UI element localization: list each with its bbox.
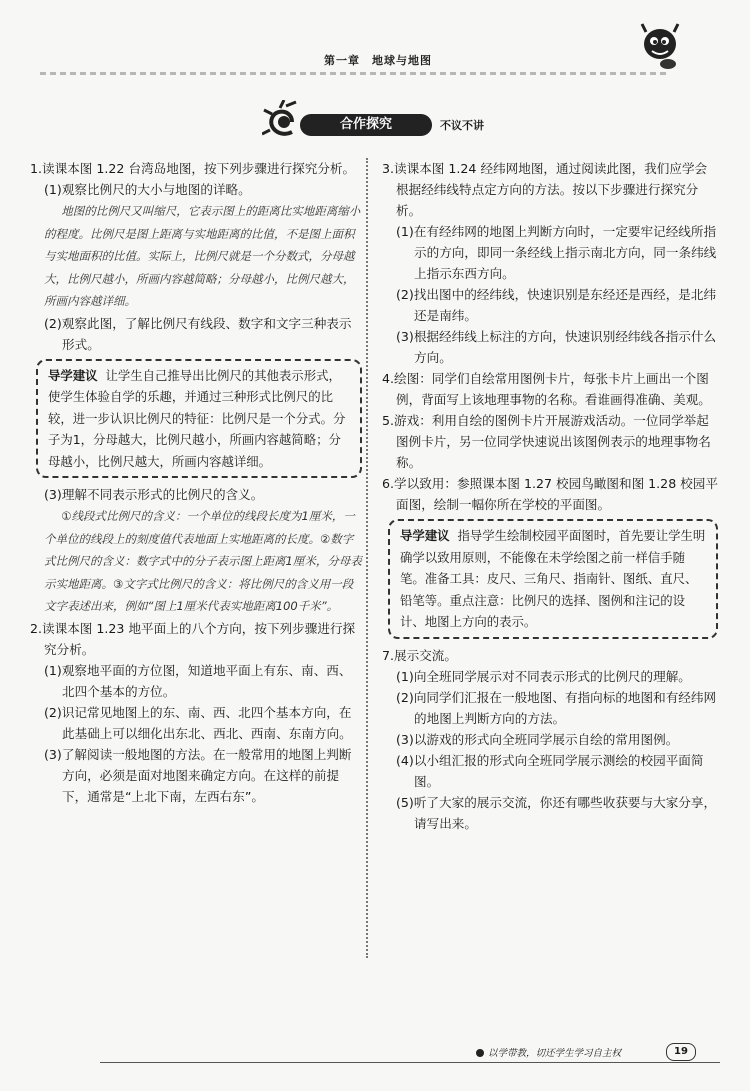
footer-slogan: 以学带教，切还学生学习自主权: [488, 1048, 622, 1059]
header-rule: [40, 72, 670, 75]
study-tip-2-label: 导学建议: [400, 528, 450, 543]
banner-tag: 不议不讲: [440, 119, 484, 132]
bullet-icon: [476, 1049, 484, 1057]
question-7-step-1: (1)向全班同学展示对不同表示形式的比例尺的理解。: [396, 668, 691, 684]
question-4: 4.绘图：同学们自绘常用图例卡片，每张卡片上画出一个图例，背面写上该地理事物的名称。看谁画得准确、美观。: [382, 371, 711, 407]
question-2-step-1: (1)观察地平面的方位图，知道地平面上有东、南、西、北四个基本的方位。: [44, 662, 352, 699]
left-column: [30, 158, 362, 807]
question-1-step-2: (2)观察此图，了解比例尺有线段、数字和文字三种表示形式。: [44, 315, 352, 352]
study-tip-1: [36, 359, 362, 479]
question-1-step-1: (1)观察比例尺的大小与地图的详略。: [44, 182, 251, 197]
page-footer: [476, 1043, 716, 1061]
question-1: 1.读课本图 1.22 台湾岛地图，按下列步骤进行探究分析。: [30, 161, 356, 176]
mascot-icon: [634, 20, 686, 72]
chapter-title: 第一章 地球与地图: [324, 54, 432, 67]
question-2-step-3: (3)了解阅读一般地图的方法。在一般常用的地图上判断方向，必须是面对地图来确定方向。在这样的前提下，通常是“上北下南，左西右东”。: [44, 746, 352, 804]
footer-rule: [100, 1062, 720, 1063]
study-tip-1-label: 导学建议: [48, 367, 98, 383]
question-7-step-4: (4)以小组汇报的形式向全班同学展示测绘的校园平面简图。: [396, 752, 704, 789]
question-3-step-2: (2)找出图中的经纬线，快速识别是东经还是西经，是北纬还是南纬。: [396, 287, 717, 323]
question-7-step-3: (3)以游戏的形式向全班同学展示自绘的常用图例。: [396, 731, 679, 747]
question-1-step-3: (3)理解不同表示形式的比例尺的含义。: [44, 487, 264, 502]
question-2-step-2: (2)识记常见地图上的东、南、西、北四个基本方向，在此基础上可以细化出东北、西北、西南、东南方向。: [44, 704, 352, 741]
section-banner: [262, 100, 502, 144]
right-column: [382, 158, 718, 834]
handwritten-note-1: 地图的比例尺又叫缩尺，它表示图上的距离比实地距离缩小的程度。比例尺是图上距离与实地距离的比值，不是图上面积与实地面积的比值。实际上，比例尺就是一个分数式，分母越大，比例尺越小，所画内容越简略；分母越小，比例尺越大，所画内容越详细。: [44, 204, 361, 308]
question-2: 2.读课本图 1.23 地平面上的八个方向，按下列步骤进行探究分析。: [30, 620, 356, 657]
question-6: 6.学以致用：参照课本图 1.27 校园鸟瞰图和图 1.28 校园平面图，绘制一幅你所在学校的平面图。: [382, 476, 718, 512]
study-tip-2: [388, 519, 718, 639]
handwritten-note-2: ①线段式比例尺的含义：一个单位的线段长度为1厘米，一个单位的线段上的刻度值代表地面上实地距离的长度。②数字式比例尺的含义：数字式中的分子表示图上距离1厘米，分母表示实地距离。③文字式比例尺的含义：将比例尺的含义用一段文字表述出来，例如“图上1厘米代表实地距离100千米”。: [44, 509, 362, 613]
question-3-step-1: (1)在有经纬网的地图上判断方向时，一定要牢记经线所指示的方向，即同一条经线上指示南北方向，同一条纬线上指示东西方向。: [396, 224, 717, 281]
page-number: 19: [666, 1043, 696, 1061]
question-7-step-5: (5)听了大家的展示交流，你还有哪些收获要与大家分享，请写出来。: [396, 794, 717, 831]
question-5: 5.游戏：利用自绘的图例卡片开展游戏活动。一位同学举起图例卡片，另一位同学快速说出该图例表示的地理事物名称。: [382, 413, 711, 470]
study-tip-1-text: 让学生自己推导出比例尺的其他表示形式，使学生体验自学的乐趣，并通过三种形式比例尺的比较，进一步认识比例尺的特征：比例尺是一个分式。分子为1，分母越大，比例尺越小，所画内容越简略；分母越小，比例尺越大，所画内容越详细。: [48, 367, 346, 469]
question-3: 3.读课本图 1.24 经纬网地图，通过阅读此图，我们应学会根据经纬线特点定方向的方法。按以下步骤进行探究分析。: [382, 161, 708, 218]
study-tip-2-text: 指导学生绘制校园平面图时，首先要让学生明确学以致用原则，不能像在未学绘图之前一样信手随笔。准备工具：皮尺、三角尺、指南针、图纸、直尺、铅笔等。重点注意：比例尺的选择、图例和注记的设计、地图上方向的表示。: [400, 528, 706, 629]
question-3-step-3: (3)根据经纬线上标注的方向，快速识别经纬线各指示什么方向。: [396, 329, 717, 365]
question-7: 7.展示交流。: [382, 647, 457, 663]
question-7-step-2: (2)向同学们汇报在一般地图、有指向标的地图和有经纬网的地图上判断方向的方法。: [396, 689, 717, 726]
banner-title: 合作探究: [300, 114, 432, 136]
column-divider: [366, 158, 368, 958]
